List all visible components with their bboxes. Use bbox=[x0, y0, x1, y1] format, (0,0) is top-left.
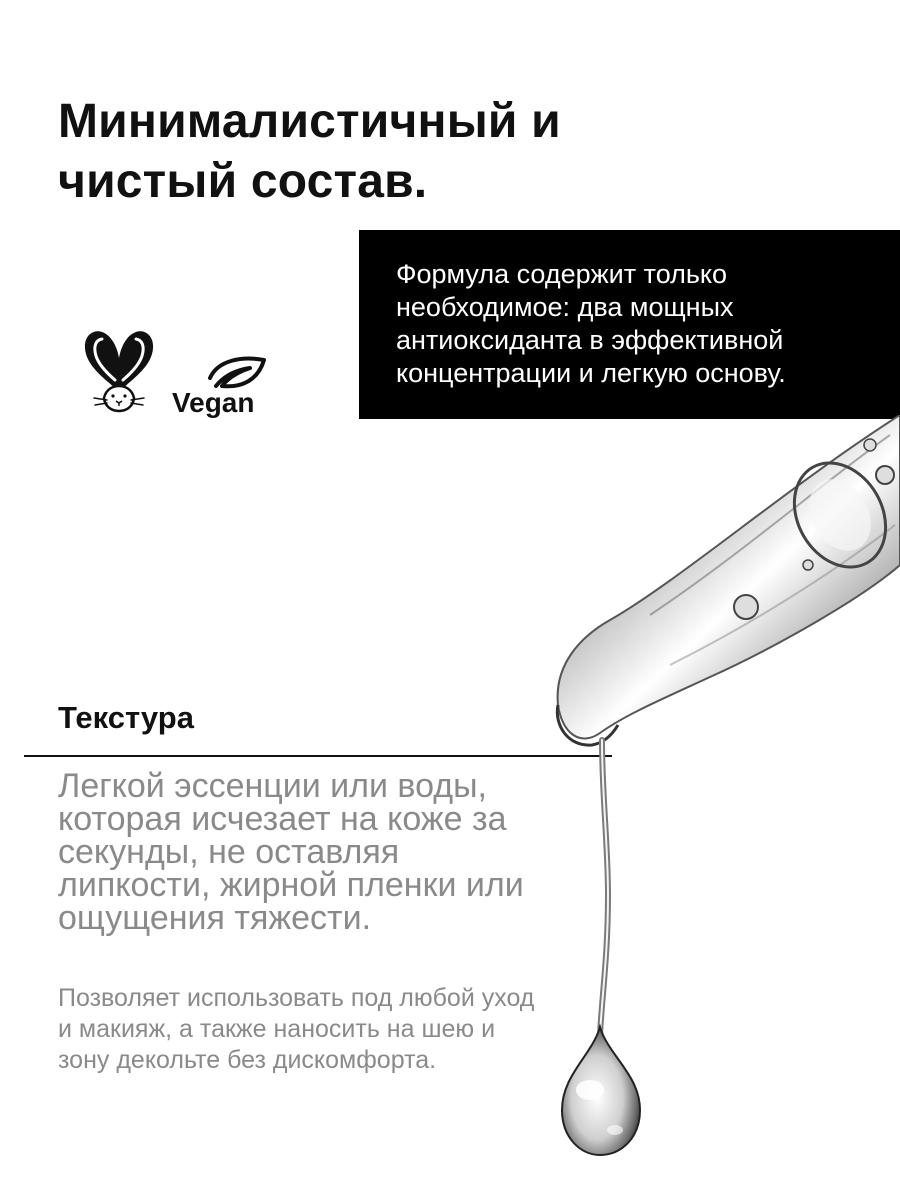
vegan-leaf-icon bbox=[168, 352, 272, 418]
usage-description: Позволяет использовать под любой уход и макияж, а также наносить на шею и зону декольте без дискомфорта. bbox=[58, 984, 535, 1074]
dropper-pipette-image bbox=[540, 415, 900, 1160]
vegan-badge bbox=[168, 352, 272, 418]
headline-line-2: чистый состав. bbox=[58, 155, 428, 208]
headline-line-1: Минималистичный и bbox=[58, 95, 561, 148]
vegan-label: Vegan bbox=[172, 387, 255, 418]
formula-text: Формула содержит только необходимое: два мощных антиоксиданта в эффективной концентрации и легкую основу. bbox=[396, 259, 786, 388]
texture-title: Текстура bbox=[58, 700, 194, 735]
formula-box bbox=[359, 230, 900, 419]
bunny-heart-icon bbox=[80, 328, 158, 414]
section-divider bbox=[24, 755, 612, 757]
headline bbox=[58, 92, 678, 212]
texture-description: Легкой эссенции или воды, которая исчезает на коже за секунды, не оставляя липкости, жирной пленки или ощущения тяжести. bbox=[58, 767, 524, 937]
